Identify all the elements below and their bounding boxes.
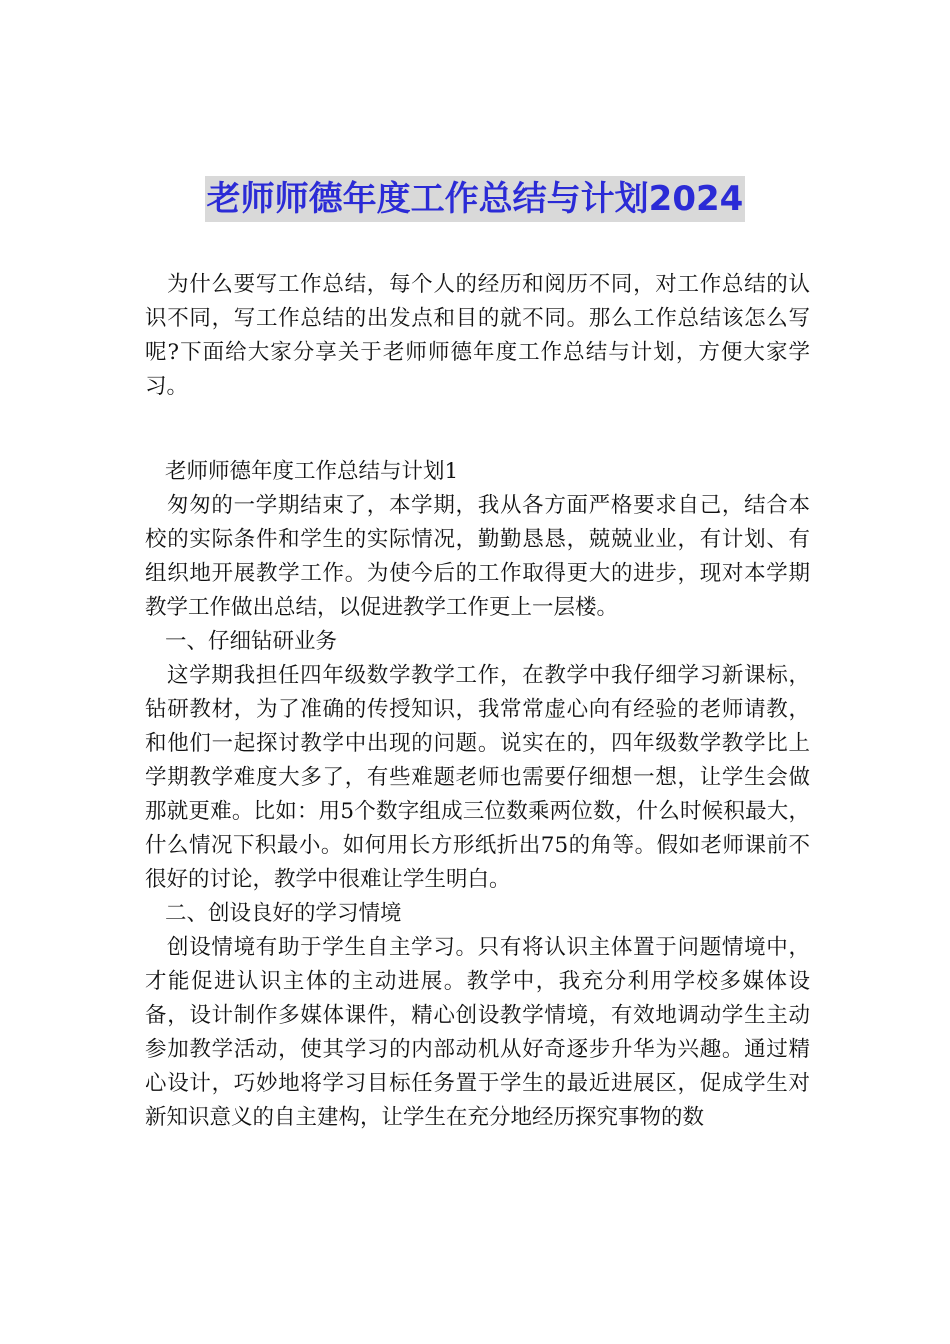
intro-block — [145, 268, 810, 404]
heading-1: 一、仔细钻研业务 — [165, 629, 338, 654]
title-container — [0, 176, 950, 222]
heading-2: 二、创设良好的学习情境 — [165, 901, 402, 926]
content-block — [145, 455, 810, 1135]
paragraph-3: 创设情境有助于学生自主学习。只有将认识主体置于问题情境中，才能促进认识主体的主动进展。教学中，我充分利用学校多媒体设备，设计制作多媒体课件，精心创设教学情境，有效地调动学生主动参加教学活动，使其学习的内部动机从好奇逐步升华为兴趣。通过精心设计，巧妙地将学习目标任务置于学生的最近进展区，促成学生对新知识意义的自主建构，让学生在充分地经历探究事物的数 — [145, 935, 810, 1130]
paragraph-2: 这学期我担任四年级数学教学工作，在教学中我仔细学习新课标，钻研教材，为了准确的传授知识，我常常虚心向有经验的老师请教，和他们一起探讨教学中出现的问题。说实在的，四年级数学教学比上学期教学难度大多了，有些难题老师也需要仔细想一想，让学生会做那就更难。比如：用5个数字组成三位数乘两位数，什么时候积最大，什么情况下积最小。如何用长方形纸折出75的角等。假如老师课前不很好的讨论，教学中很难让学生明白。 — [145, 663, 810, 892]
document-title: 老师师德年度工作总结与计划2024 — [205, 176, 746, 222]
section-title: 老师师德年度工作总结与计划1 — [165, 459, 459, 484]
paragraph-1: 匆匆的一学期结束了，本学期，我从各方面严格要求自己，结合本校的实际条件和学生的实际情况，勤勤恳恳，兢兢业业，有计划、有组织地开展教学工作。为使今后的工作取得更大的进步，现对本学期教学工作做出总结，以促进教学工作更上一层楼。 — [145, 493, 810, 620]
intro-paragraph: 为什么要写工作总结，每个人的经历和阅历不同，对工作总结的认识不同，写工作总结的出发点和目的就不同。那么工作总结该怎么写呢?下面给大家分享关于老师师德年度工作总结与计划，方便大家学习。 — [145, 272, 810, 399]
